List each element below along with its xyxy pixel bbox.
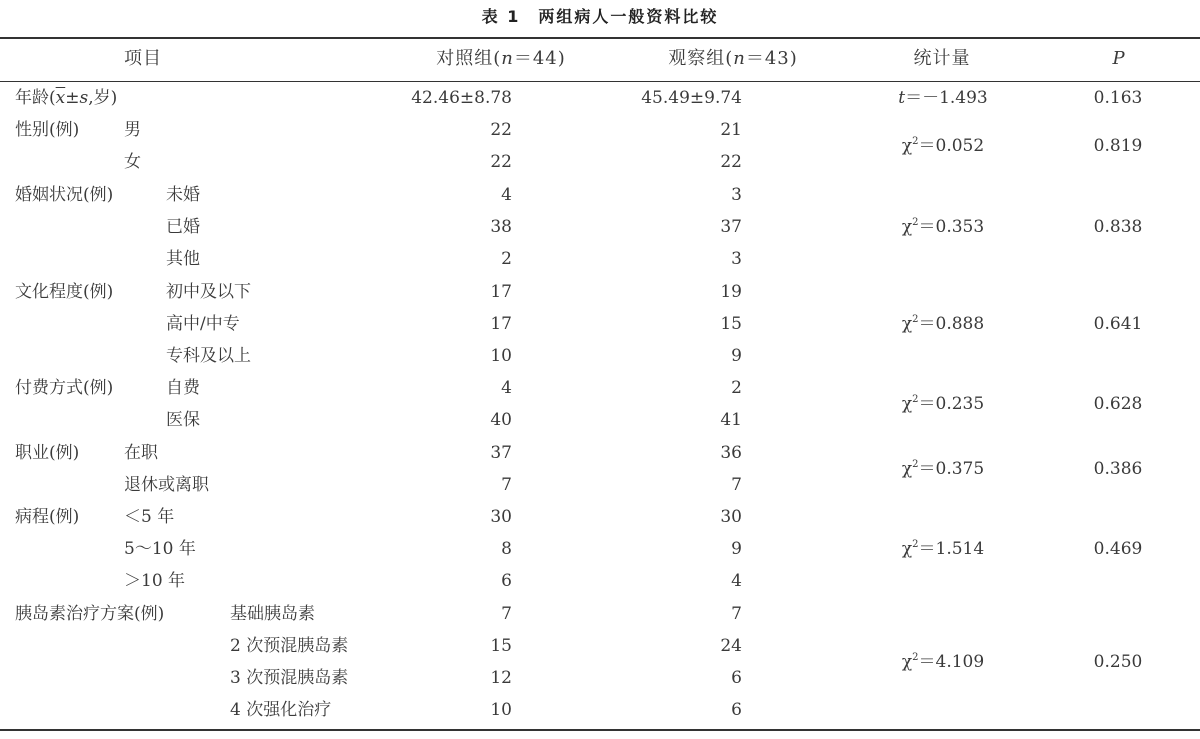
p-value: 0.628 (1093, 394, 1143, 414)
row-subcategory: 在职 (124, 443, 158, 463)
statistic-value: $\chi^2=0.353$ (901, 217, 985, 237)
statistic-value: $\chi^2=0.888$ (901, 314, 985, 334)
p-value: 0.838 (1093, 217, 1143, 237)
statistic-value: $\chi^2=4.109$ (901, 652, 985, 672)
p-value: 0.469 (1093, 539, 1143, 559)
row-category: 年龄($\overline{x}\pm s$,岁) (15, 88, 118, 108)
row-subcategory: 未婚 (166, 185, 200, 205)
row-subcategory: 4 次强化治疗 (230, 700, 332, 720)
row-subcategory: 5～10 年 (124, 539, 196, 559)
statistic-value: $\chi^2=0.052$ (901, 136, 985, 156)
control-value: 30 (490, 507, 512, 527)
observation-value: 4 (731, 571, 742, 591)
control-value: 8 (501, 539, 512, 559)
observation-value: 7 (731, 475, 742, 495)
bottom-rule (0, 729, 1200, 731)
row-subcategory: 已婚 (166, 217, 200, 237)
row-category: 病程(例) (15, 507, 80, 527)
p-value: 0.163 (1093, 88, 1143, 108)
row-subcategory: 基础胰岛素 (230, 604, 315, 624)
control-value: 7 (501, 604, 512, 624)
row-subcategory: ＞10 年 (124, 571, 186, 591)
row-subcategory: 3 次预混胰岛素 (230, 668, 349, 688)
header-rule (0, 81, 1200, 82)
observation-value: 45.49±9.74 (641, 88, 742, 108)
observation-value: 24 (720, 636, 742, 656)
row-subcategory: 医保 (166, 410, 200, 430)
row-subcategory: 高中/中专 (166, 314, 240, 334)
row-subcategory: 退休或离职 (124, 475, 209, 495)
row-category: 付费方式(例) (15, 378, 114, 398)
observation-value: 30 (720, 507, 742, 527)
row-category: 职业(例) (15, 443, 80, 463)
p-value: 0.386 (1093, 459, 1143, 479)
statistic-value: $\chi^2=1.514$ (901, 539, 985, 559)
observation-value: 2 (731, 378, 742, 398)
control-value: 6 (501, 571, 512, 591)
header-item: 项目 (124, 48, 162, 69)
row-subcategory: 专科及以上 (166, 346, 251, 366)
row-subcategory: 初中及以下 (166, 282, 251, 302)
statistic-value: $\chi^2=0.375$ (901, 459, 985, 479)
header-observation: 观察组(n＝43) (668, 48, 798, 69)
control-value: 15 (490, 636, 512, 656)
row-category: 胰岛素治疗方案(例) (15, 604, 165, 624)
row-subcategory: 其他 (166, 249, 200, 269)
control-value: 10 (490, 346, 512, 366)
statistic-value: t＝－1.493 (898, 88, 988, 108)
observation-value: 3 (731, 185, 742, 205)
control-value: 17 (490, 282, 512, 302)
observation-value: 9 (731, 539, 742, 559)
control-value: 2 (501, 249, 512, 269)
observation-value: 6 (731, 700, 742, 720)
control-value: 4 (501, 378, 512, 398)
top-rule (0, 37, 1200, 39)
control-value: 17 (490, 314, 512, 334)
observation-value: 6 (731, 668, 742, 688)
control-value: 12 (490, 668, 512, 688)
row-category: 性别(例) (15, 120, 80, 140)
table-caption: 表 1 两组病人一般资料比较 (481, 7, 719, 26)
control-value: 4 (501, 185, 512, 205)
row-subcategory: ＜5 年 (124, 507, 175, 527)
observation-value: 37 (720, 217, 742, 237)
observation-value: 36 (720, 443, 742, 463)
control-value: 22 (490, 152, 512, 172)
p-value: 0.250 (1093, 652, 1143, 672)
row-subcategory: 2 次预混胰岛素 (230, 636, 349, 656)
observation-value: 41 (720, 410, 742, 430)
header-p: P (1112, 48, 1126, 69)
control-value: 42.46±8.78 (411, 88, 512, 108)
observation-value: 19 (720, 282, 742, 302)
header-statistic: 统计量 (913, 48, 971, 69)
control-value: 10 (490, 700, 512, 720)
observation-value: 3 (731, 249, 742, 269)
observation-value: 7 (731, 604, 742, 624)
row-subcategory: 女 (124, 152, 141, 172)
row-category: 文化程度(例) (15, 282, 114, 302)
control-value: 40 (490, 410, 512, 430)
statistic-value: $\chi^2=0.235$ (901, 394, 985, 414)
row-subcategory: 男 (124, 120, 141, 140)
header-control: 对照组(n＝44) (436, 48, 566, 69)
observation-value: 22 (720, 152, 742, 172)
observation-value: 15 (720, 314, 742, 334)
p-value: 0.819 (1093, 136, 1143, 156)
observation-value: 21 (720, 120, 742, 140)
observation-value: 9 (731, 346, 742, 366)
control-value: 38 (490, 217, 512, 237)
row-category: 婚姻状况(例) (15, 185, 114, 205)
control-value: 7 (501, 475, 512, 495)
p-value: 0.641 (1093, 314, 1143, 334)
control-value: 37 (490, 443, 512, 463)
row-subcategory: 自费 (166, 378, 200, 398)
control-value: 22 (490, 120, 512, 140)
